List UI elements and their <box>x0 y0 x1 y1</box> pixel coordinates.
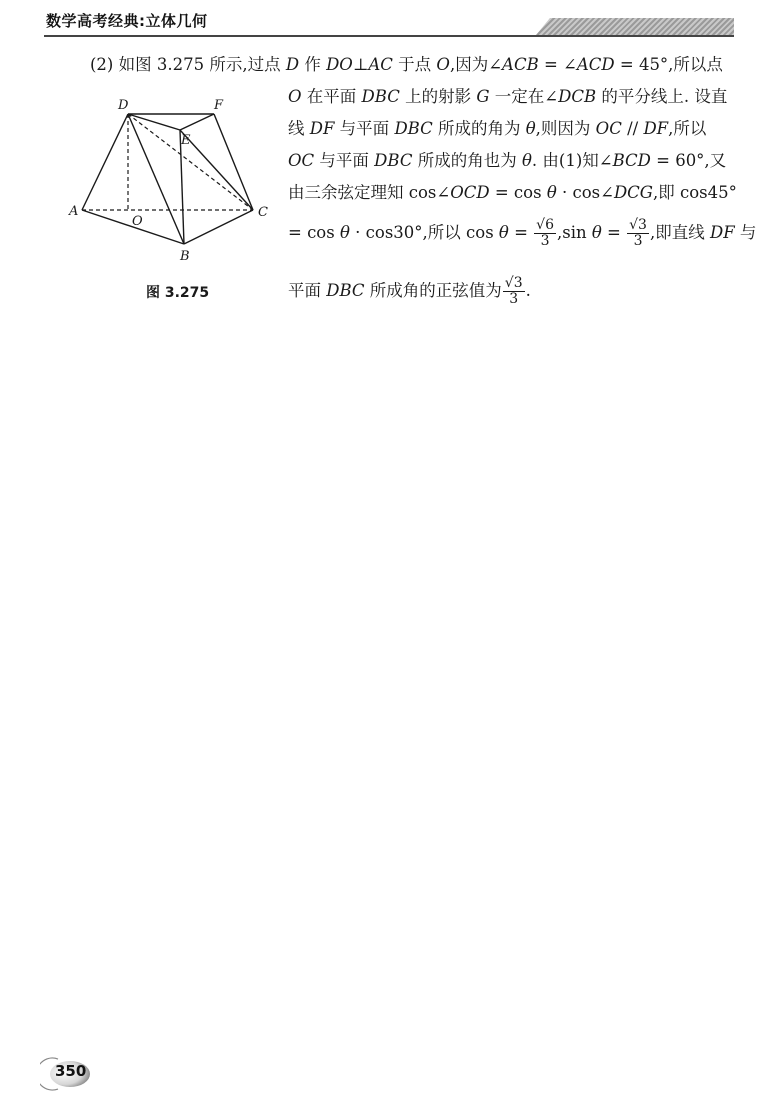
edge-BC <box>184 210 253 244</box>
header-rule <box>44 35 734 37</box>
solution-line-2: O 在平面 DBC 上的射影 G 一定在∠DCB 的平分线上. 设直 <box>288 87 728 106</box>
edge-EC <box>180 130 253 210</box>
solution-line-1: (2) 如图 3.275 所示,过点 D 作 DO⊥AC 于点 O,因为∠ACB = ∠ACD = 45°,所以点 <box>90 55 723 74</box>
header-title: 数学高考经典:立体几何 <box>46 12 208 30</box>
label-F: F <box>214 98 224 113</box>
figure-caption: 图 3.275 <box>146 285 210 301</box>
label-D: D <box>118 98 129 113</box>
solution-line-4: OC 与平面 DBC 所成的角也为 θ. 由(1)知∠BCD = 60°,又 <box>288 151 727 170</box>
header-decorative-band <box>536 18 734 35</box>
label-A: A <box>69 204 79 219</box>
label-C: C <box>258 205 268 220</box>
edge-FE <box>180 114 214 130</box>
fraction-sqrt3-over-3: $\frac{√3}{3}$ <box>629 217 647 249</box>
solution-line-3: 线 DF 与平面 DBC 所成的角为 θ,则因为 OC // DF,所以 <box>288 119 707 138</box>
solution-line-7: 平面 DBC 所成角的正弦值为 $\frac{√3}{3}$ . <box>288 275 531 307</box>
edge-DE <box>128 114 180 130</box>
fraction-sqrt3-over-3-answer: $\frac{√3}{3}$ <box>504 275 523 307</box>
page-header <box>0 0 774 44</box>
label-E: E <box>181 133 191 148</box>
geometry-figure <box>66 92 276 262</box>
page-number: 350 <box>55 1062 87 1080</box>
label-O: O <box>132 214 143 229</box>
label-B: B <box>180 249 190 262</box>
fraction-sqrt6-over-3: $\frac{√6}{3}$ <box>536 217 554 249</box>
solution-line-6: = cos θ · cos30°,所以 cos θ = $\frac{√6}{3}$ ,sin θ = $\frac{√3}{3}$ ,即直线 DF 与 <box>288 217 757 249</box>
solution-line-5: 由三余弦定理知 cos∠OCD = cos θ · cos∠DCG,即 cos45° <box>288 183 737 202</box>
edge-DA <box>82 114 128 210</box>
